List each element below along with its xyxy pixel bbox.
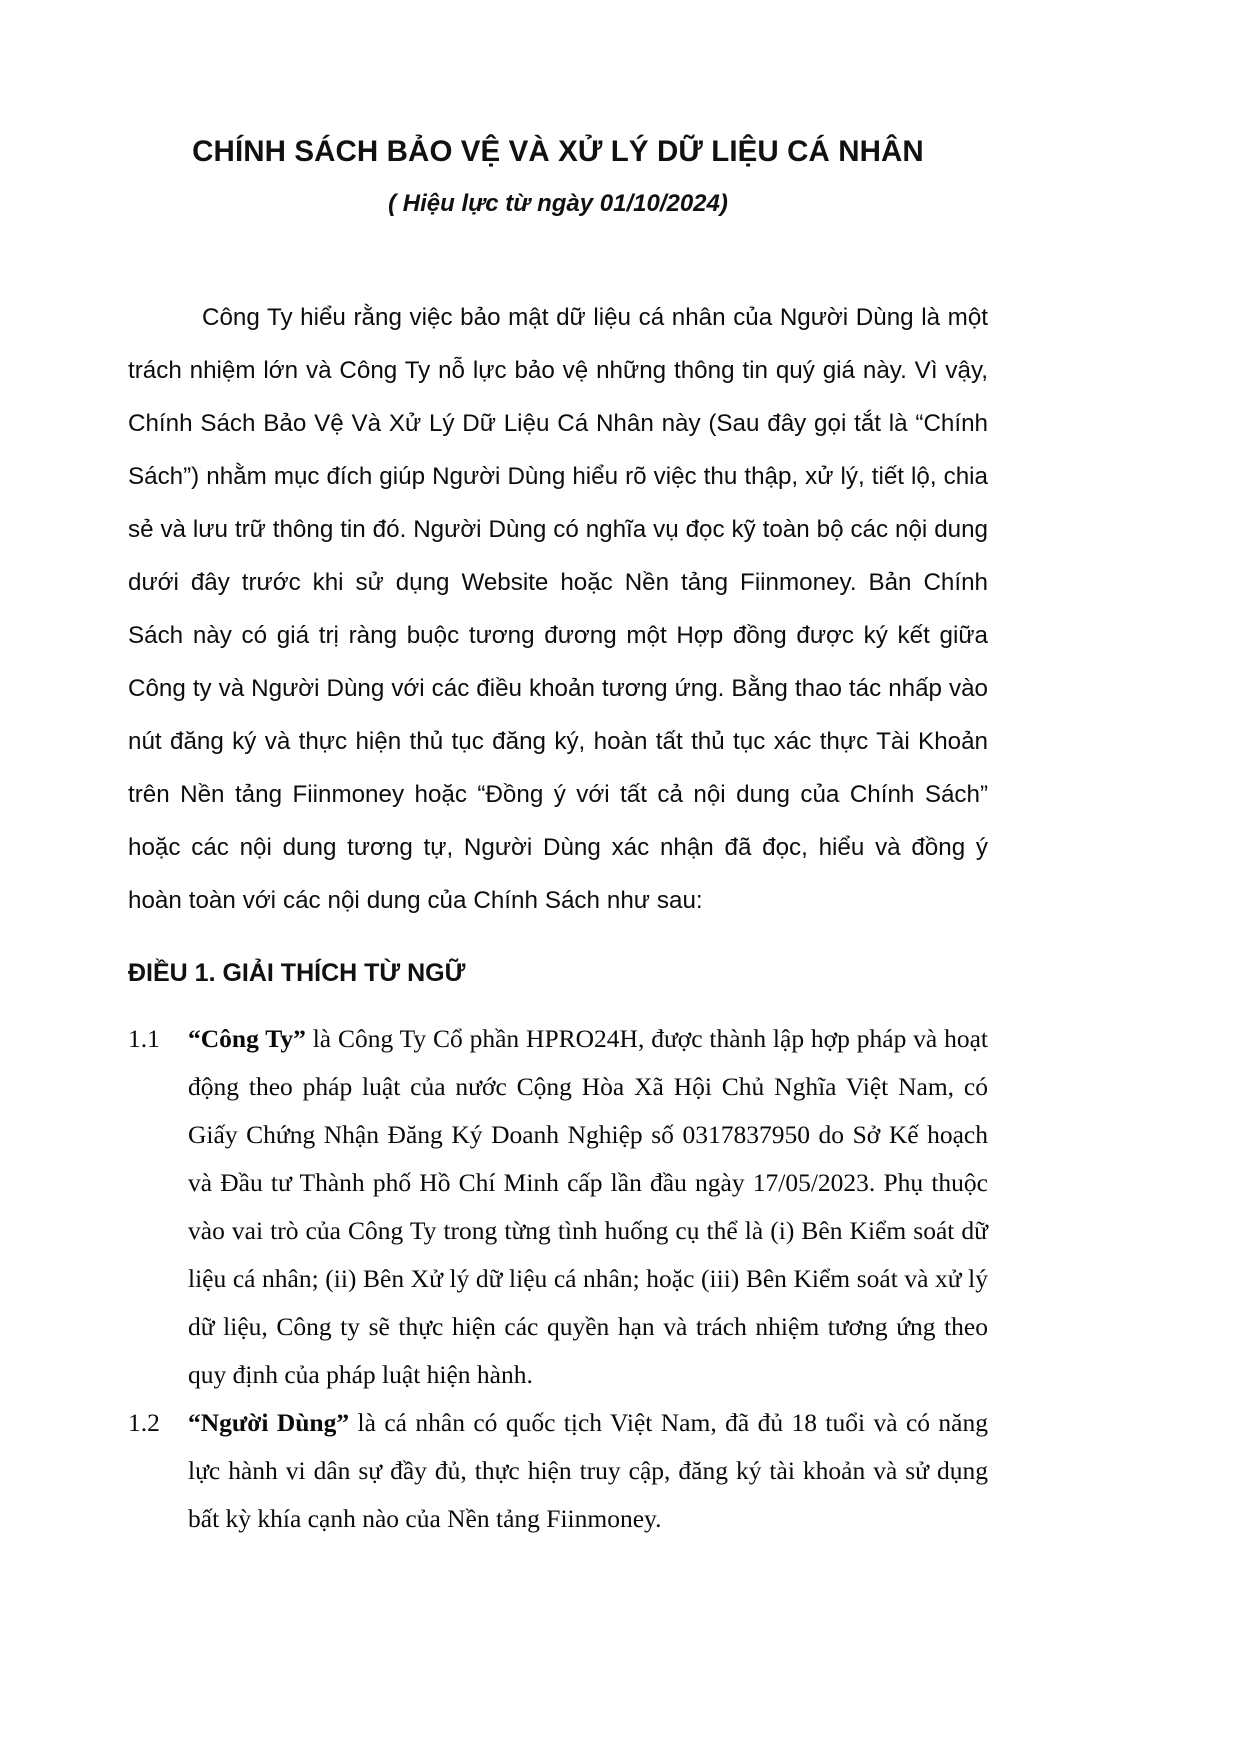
- clause-text: là Công Ty Cổ phần HPRO24H, được thành lập hợp pháp và hoạt động theo pháp luật của nước Cộng Hòa Xã Hội Chủ Nghĩa Việt Nam, có Giấy Chứng Nhận Đăng Ký Doanh Nghiệp số 0317837950 do Sở Kế hoạch và Đầu tư Thành phố Hồ Chí Minh cấp lần đầu ngày 17/05/2023. Phụ thuộc vào vai trò của Công Ty trong từng tình huống cụ thể là (i) Bên Kiểm soát dữ liệu cá nhân; (ii) Bên Xử lý dữ liệu cá nhân; hoặc (iii) Bên Kiểm soát và xử lý dữ liệu, Công ty sẽ thực hiện các quyền hạn và trách nhiệm tương ứng theo quy định của pháp luật hiện hành.: [188, 1024, 988, 1390]
- clause-text: là cá nhân có quốc tịch Việt Nam, đã đủ 18 tuổi và có năng lực hành vi dân sự đầy đủ, thực hiện truy cập, đăng ký tài khoản và sử dụng bất kỳ khía cạnh nào của Nền tảng Fiinmoney.: [188, 1408, 988, 1534]
- document-content: [128, 0, 988, 1543]
- clause-number: 1.2: [128, 1408, 160, 1438]
- clause-number: 1.1: [128, 1024, 160, 1054]
- intro-paragraph: Công Ty hiểu rằng việc bảo mật dữ liệu cá nhân của Người Dùng là một trách nhiệm lớn và Công Ty nỗ lực bảo vệ những thông tin quý giá này. Vì vậy, Chính Sách Bảo Vệ Và Xử Lý Dữ Liệu Cá Nhân này (Sau đây gọi tắt là “Chính Sách”) nhằm mục đích giúp Người Dùng hiểu rõ việc thu thập, xử lý, tiết lộ, chia sẻ và lưu trữ thông tin đó. Người Dùng có nghĩa vụ đọc kỹ toàn bộ các nội dung dưới đây trước khi sử dụng Website hoặc Nền tảng Fiinmoney. Bản Chính Sách này có giá trị ràng buộc tương đương một Hợp đồng được ký kết giữa Công ty và Người Dùng với các điều khoản tương ứng. Bằng thao tác nhấp vào nút đăng ký và thực hiện thủ tục đăng ký, hoàn tất thủ tục xác thực Tài Khoản trên Nền tảng Fiinmoney hoặc “Đồng ý với tất cả nội dung của Chính Sách” hoặc các nội dung tương tự, Người Dùng xác nhận đã đọc, hiểu và đồng ý hoàn toàn với các nội dung của Chính Sách như sau:: [128, 303, 989, 914]
- effective-date-subtitle: ( Hiệu lực từ ngày 01/10/2024): [388, 189, 728, 217]
- clause-term: “Công Ty”: [188, 1024, 306, 1054]
- clause-list: [128, 989, 988, 1543]
- page-title: CHÍNH SÁCH BẢO VỆ VÀ XỬ LÝ DỮ LIỆU CÁ NHÂN: [192, 135, 924, 168]
- clause-item: [128, 1399, 988, 1543]
- clause-term: “Người Dùng”: [188, 1408, 350, 1438]
- clause-item: [128, 1015, 988, 1399]
- section-heading-article-1: ĐIỀU 1. GIẢI THÍCH TỪ NGỮ: [128, 958, 466, 987]
